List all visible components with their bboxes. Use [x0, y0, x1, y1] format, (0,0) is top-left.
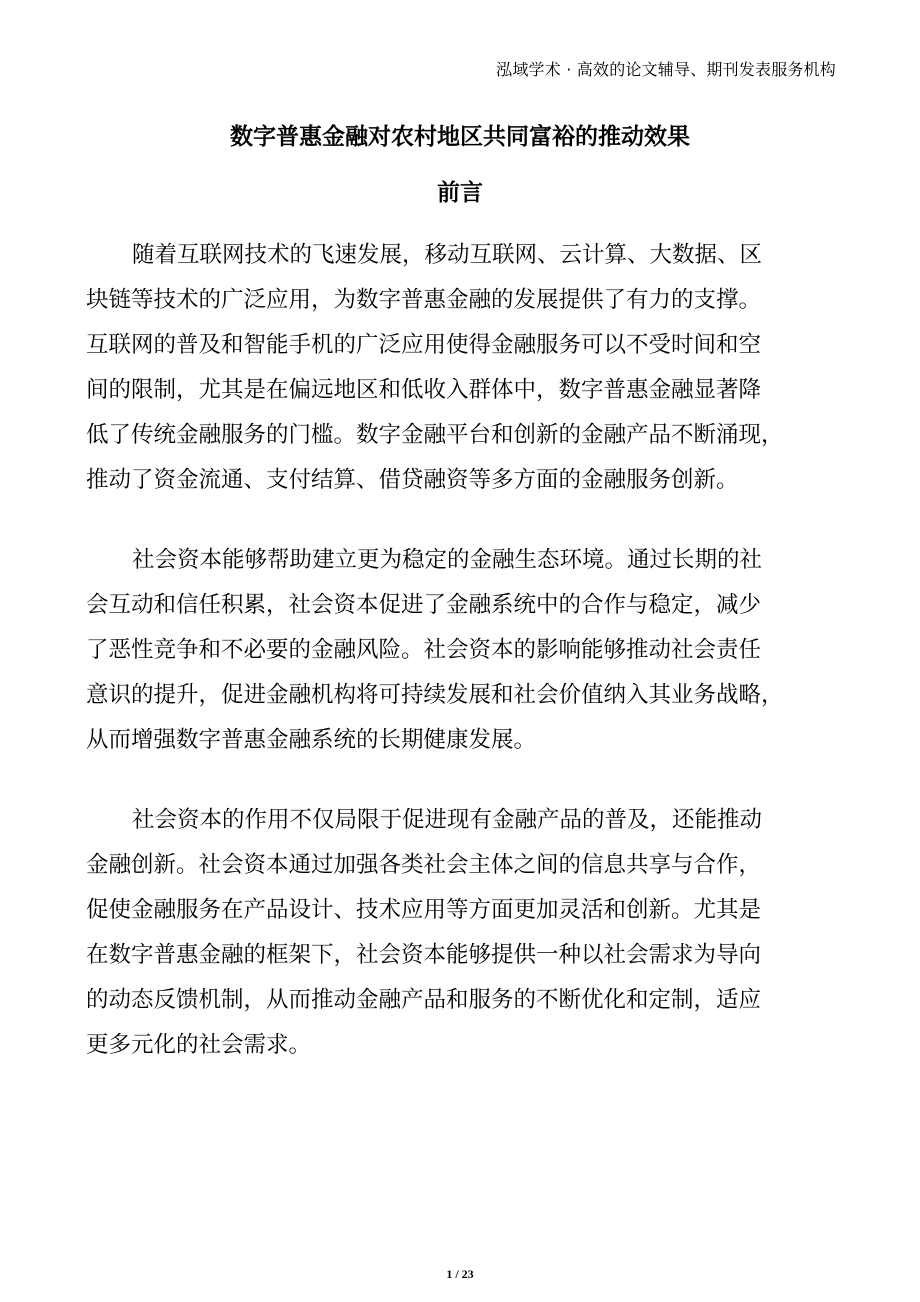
paragraph-2	[86, 538, 836, 763]
text-line: 互联网的普及和智能手机的广泛应用使得金融服务可以不受时间和空	[86, 332, 762, 358]
text-line: 随着互联网技术的飞速发展，移动互联网、云计算、大数据、区	[132, 242, 763, 268]
text-line: 会互动和信任积累，社会资本促进了金融系统中的合作与稳定，减少	[86, 592, 762, 618]
text-line: 金融创新。社会资本通过加强各类社会主体之间的信息共享与合作，	[86, 852, 762, 878]
paragraph-1	[86, 233, 836, 503]
text-line: 推动了资金流通、支付结算、借贷融资等多方面的金融服务创新。	[86, 467, 739, 493]
section-heading: 前言	[437, 180, 483, 206]
text-line: 低了传统金融服务的门槛。数字金融平台和创新的金融产品不断涌现，	[86, 422, 784, 448]
document-body	[86, 233, 836, 1103]
text-line: 促使金融服务在产品设计、技术应用等方面更加灵活和创新。尤其是	[86, 897, 762, 923]
text-line: 社会资本能够帮助建立更为稳定的金融生态环境。通过长期的社	[132, 547, 763, 573]
text-line: 的动态反馈机制，从而推动金融产品和服务的不断优化和定制，适应	[86, 987, 762, 1013]
paragraph-3	[86, 798, 836, 1068]
text-line: 更多元化的社会需求。	[86, 1032, 312, 1058]
text-line: 了恶性竞争和不必要的金融风险。社会资本的影响能够推动社会责任	[86, 637, 762, 663]
header-tagline: 泓域学术 · 高效的论文辅导、期刊发表服务机构	[496, 60, 836, 79]
text-line: 在数字普惠金融的框架下，社会资本能够提供一种以社会需求为导向	[86, 942, 762, 968]
document-title: 数字普惠金融对农村地区共同富裕的推动效果	[230, 124, 690, 150]
text-line: 意识的提升，促进金融机构将可持续发展和社会价值纳入其业务战略，	[86, 682, 784, 708]
text-line: 块链等技术的广泛应用，为数字普惠金融的发展提供了有力的支撑。	[86, 287, 762, 313]
text-line: 间的限制，尤其是在偏远地区和低收入群体中，数字普惠金融显著降	[86, 377, 762, 403]
page-number: 1 / 23	[446, 1267, 474, 1281]
text-line: 社会资本的作用不仅局限于促进现有金融产品的普及，还能推动	[132, 807, 763, 833]
text-line: 从而增强数字普惠金融系统的长期健康发展。	[86, 727, 537, 753]
